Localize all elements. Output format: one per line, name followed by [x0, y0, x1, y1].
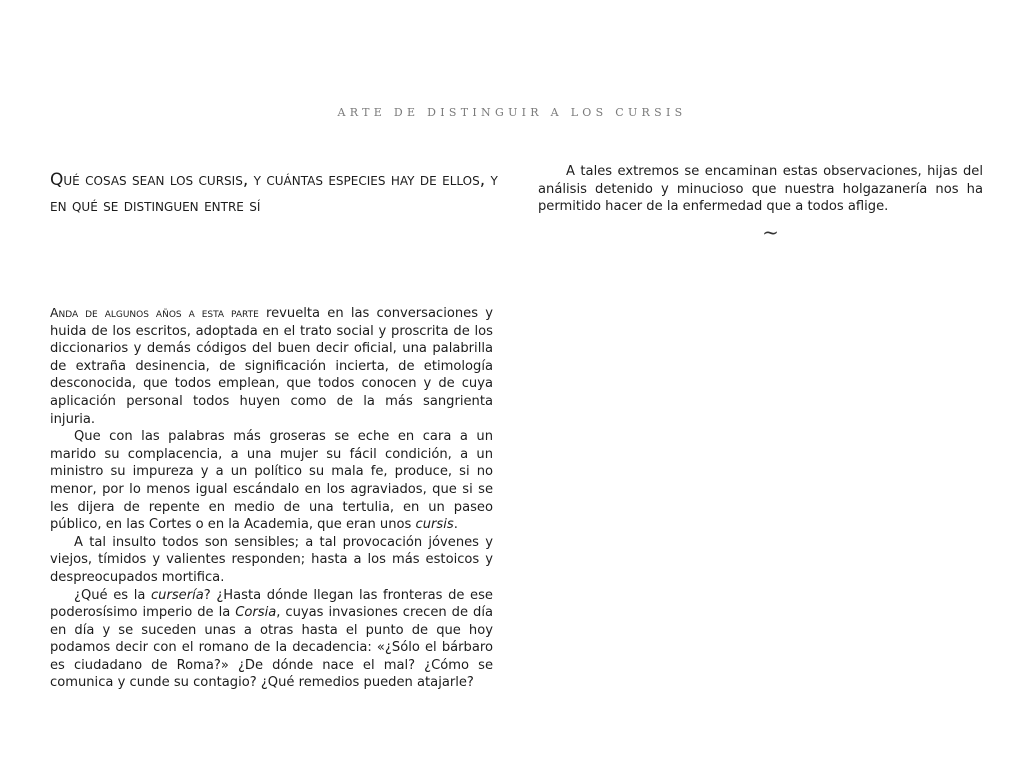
paragraph-2-italic: cursis: [415, 517, 454, 533]
running-head: ARTE DE DISTINGUIR A LOS CURSIS: [337, 106, 687, 119]
paragraph-2-end: .: [453, 517, 458, 533]
paragraph-2: [50, 428, 493, 534]
paragraph-4-text-b: ? ¿Hasta dónde llegan las fronteras de ese poderosísimo imperio de la: [50, 587, 493, 621]
right-column-body: [538, 163, 983, 242]
paragraph-3: A tal insulto todos son sensibles; a tal provocación jóvenes y viejos, tímidos y valientes responden; hasta a los más estoicos y despreocupados mortifica.: [50, 534, 493, 585]
paragraph-4-text-c: , cuyas invasiones crecen de día en día y se suceden unas a otras hasta el punto de que hoy podamos decir con el romano de la decadencia: «¿Sólo el bárbaro es ciudadano de Roma?» ¿De dónde nace el mal? ¿Cómo se comunica y cunde su contagio? ¿Qué remedios pueden atajarle?: [50, 605, 493, 691]
tilde-ornament-icon: ~: [762, 219, 779, 244]
left-column-body: [50, 304, 493, 692]
paragraph-4-italic-2: Corsia: [235, 605, 277, 621]
right-paragraph-1: A tales extremos se encaminan estas observaciones, hijas del análisis detenido y minucioso que nuestra holgazanería nos ha permitido hacer de la enfermedad que a todos aflige.: [538, 164, 983, 215]
paragraph-4-italic-1: cursería: [150, 587, 204, 603]
opening-smallcaps: Anda de algunos años a esta parte: [50, 305, 259, 320]
paragraph-2-text: Que con las palabras más groseras se eche en cara a un marido su complacencia, a una mujer su fácil condición, a un ministro su impureza y a un político su mala fe, produce, si no menor, por lo menos igual escándalo en los agraviados, que si se les dijera de repente en medio de una tertulia, en un paseo público, en las Cortes o en la Academia, que eran unos: [50, 429, 493, 533]
paragraph-4-text-a: ¿Qué es la: [74, 587, 151, 603]
paragraph-4: [50, 587, 493, 693]
paragraph-1-text: revuelta en las conversaciones y huida de los escritos, adoptada en el trato social y proscrita de los diccionarios y demás códigos del buen decir oficial, una palabrilla de extraña desinencia, de significación incierta, de etimología desconocida, que todos emplean, que todos conocen y de cuya aplicación personal todos huyen como de la más sangrienta injuria.: [50, 306, 493, 427]
paragraph-1: [50, 304, 493, 428]
chapter-title: Qué cosas sean los cursis, y cuántas especies hay de ellos, y en qué se distinguen entre sí: [50, 170, 498, 216]
